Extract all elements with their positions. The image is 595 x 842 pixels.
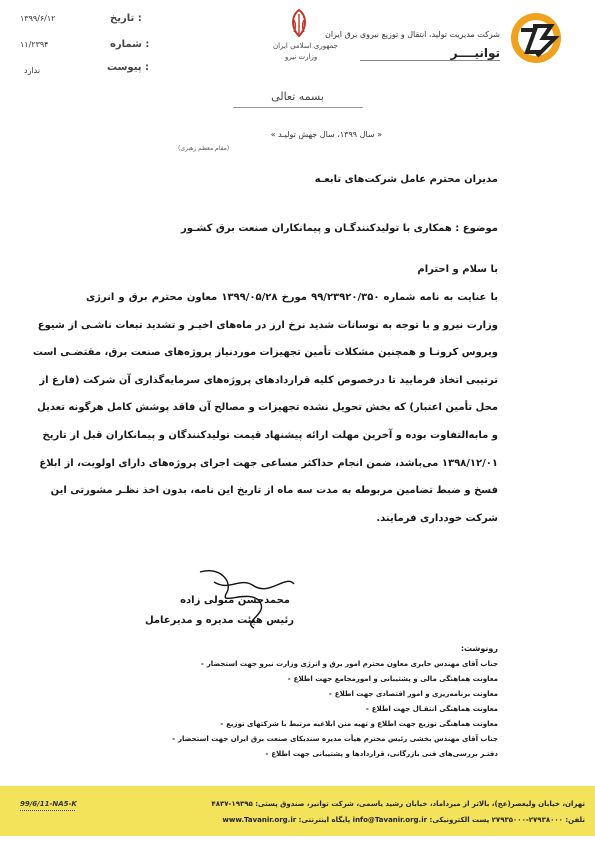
year-slogan-attribution: (مقام معظم رهبری): [178, 145, 230, 152]
signer-title: رئیس هیئت مدیره و مدیرعامل: [144, 615, 294, 626]
year-slogan: « سال ۱۳۹۹، سال جهش تولیـد »: [270, 130, 382, 139]
body-line: وزارت نیرو و با توجه به نوسانات شدید نرخ ارز در ماه‌های اخیـر و تشدید تبعات ناشـی از شیوع: [37, 320, 498, 331]
body-line: ۱۳۹۸/۱۲/۰۱ می‌باشد، ضمن انجام حداکثر مساعی جهت اجرای پروژه‌های دارای اولویت، از ابلاغ: [39, 458, 498, 469]
cc-item: دفتـر بررسی‌های فنی بازرگانی، قراردادها و پشتیبانی جهت اطلاع -: [265, 750, 498, 758]
number-value: ۱۱/۲۳۹۴: [20, 40, 49, 49]
footer-band: [0, 786, 595, 836]
heading-divider: [233, 107, 363, 108]
emblem-caption-1: جمهوری اسلامی ایران: [273, 42, 338, 50]
emblem-caption-2: وزارت نیرو: [285, 53, 318, 61]
addressee: مدیران محترم عامل شرکت‌های تابعـه: [314, 174, 498, 185]
greeting: با سلام و احترام: [417, 264, 498, 275]
subject-line: موضوع : همکاری با تولیدکنندگـان و پیمانکاران صنعت برق کشـور: [181, 223, 498, 234]
bismillah-heading: بسمه تعالی: [271, 90, 324, 103]
date-label: تاریخ :: [110, 13, 142, 24]
body-line: ویروس کرونـا و همچنین مشکلات تأمین تجهیزات موردنیاز پروژه‌های صنعت برق، مقتضـی است: [32, 347, 498, 358]
document-code: 99/6/11-NA5-K: [20, 800, 77, 808]
body-line: محل تأمین اعتبار) که بخش تحویل نشده تجهیزات و مصالح آن فاقد پوشش کامل هرگونه تعدیل: [37, 402, 498, 413]
body-line: با عنایت به نامه شماره ۹۹/۲۳۹۲۰/۳۵۰ مورخ ۱۳۹۹/۰۵/۲۸ معاون محترم برق و انرژی: [86, 292, 498, 303]
document-code-underline: [20, 810, 75, 811]
brand-name: توانیــــر: [450, 46, 500, 60]
cc-heading: رونوشت:: [460, 644, 498, 653]
tavanir-logo: [505, 8, 567, 66]
brand-divider: [360, 60, 500, 61]
body-line: ترتیبی اتخاذ فرمایید تا درخصوص کلیه قراردادهای پروژه‌های سرمایه‌گذاری آن شرکت (فارغ از: [39, 375, 498, 386]
body-line: شرکت خودداری فرمایند.: [376, 513, 498, 524]
body-line: فسخ و ضبط تضامین مربوطه به مدت سه ماه از تاریخ این نامه، بدون اخذ نظـر مشورتی این: [50, 485, 498, 496]
footer-address: تهران، خیابان ولیعصر(عج)، بالاتر از میرداماد، خیابان رشید یاسمی، شرکت توانیر، صندوق پستی: ۱۹۳۹۵-۴۸۳۷: [211, 800, 585, 808]
cc-item: جناب آقای مهندس بخشی رئیس محترم هیأت مدیره سندیکای صنعت برق ایران جهت استحضار -: [172, 735, 498, 743]
cc-item: جناب آقای مهندس حایری معاون محترم امور برق و انرژی وزارت نیرو جهت استحضار -: [201, 660, 498, 668]
company-name: شرکت مدیریت تولید، انتقال و توزیع نیروی برق ایران: [324, 30, 500, 39]
iran-emblem-icon: [285, 8, 313, 38]
signer-name: محمدحسن متولی زاده: [180, 595, 290, 606]
cc-item: معاونت برنامه‌ریزی و امور اقتصادی جهت اطلاع -: [329, 690, 498, 698]
attachment-value: ندارد: [24, 66, 41, 75]
body-line: و مابه‌التفاوت بوده و آخرین مهلت ارائه پیشنهاد قیمت تولیدکنندگان و پیمانکاران قبل از تاریخ: [42, 430, 498, 441]
number-label: شماره :: [110, 39, 150, 50]
cc-item: معاونت هماهنگی توزیع جهت اطلاع و تهیه متن ابلاغیه مرتبط با شرکتهای توزیع -: [220, 720, 498, 728]
footer-contact: تلفن: ۲۷۹۳۸۰۰۰-۲۷۹۳۵۰۰۰ پست الکترونیکی: info@Tavanir.org.ir پایگاه اینترنتی: www.Tavanir.org.ir: [222, 816, 585, 824]
attachment-label: پیوست :: [107, 62, 150, 73]
cc-item: معاونت هماهنگی مالی و پشتیبانی و امورمجامع جهت اطلاع -: [288, 675, 498, 683]
cc-item: معاونت هماهنگی انتقـال جهت اطلاع -: [366, 705, 498, 713]
date-value: ۱۳۹۹/۶/۱۲: [20, 14, 56, 23]
